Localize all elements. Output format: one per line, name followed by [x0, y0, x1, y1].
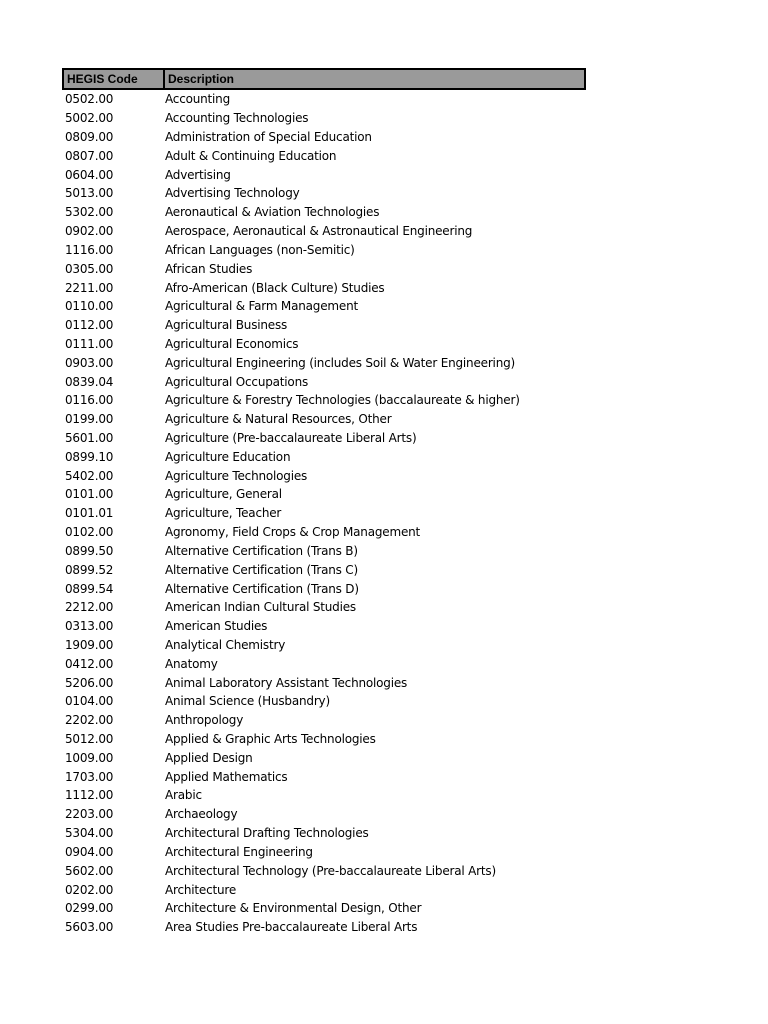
table-row	[62, 241, 586, 260]
hegis-code-cell: 5402.00	[65, 468, 114, 483]
table-header	[62, 68, 586, 90]
table-row	[62, 466, 586, 485]
description-cell: Alternative Certification (Trans C)	[165, 562, 358, 577]
table-row	[62, 90, 586, 109]
table-row	[62, 579, 586, 598]
description-cell: Anatomy	[165, 656, 218, 671]
description-cell: Agronomy, Field Crops & Crop Management	[165, 525, 421, 540]
description-cell: Architecture	[165, 882, 237, 897]
description-cell: Agricultural Occupations	[165, 374, 309, 389]
hegis-code-cell: 0102.00	[65, 525, 114, 540]
table-row	[62, 786, 586, 805]
description-cell: Afro-American (Black Culture) Studies	[165, 280, 385, 295]
description-cell: Agricultural Engineering (includes Soil & Water Engineering)	[165, 355, 515, 370]
hegis-code-cell: 0111.00	[65, 336, 114, 351]
description-cell: Architectural Technology (Pre-baccalaureate Liberal Arts)	[165, 863, 496, 878]
hegis-code-cell: 0116.00	[65, 393, 114, 408]
table-row	[62, 824, 586, 843]
hegis-code-cell: 5002.00	[65, 111, 114, 126]
description-cell: Advertising Technology	[165, 186, 300, 201]
description-cell: Agricultural Business	[165, 318, 288, 333]
table-row	[62, 222, 586, 241]
hegis-code-cell: 1909.00	[65, 637, 114, 652]
description-cell: Area Studies Pre-baccalaureate Liberal Arts	[165, 920, 418, 935]
table-row	[62, 654, 586, 673]
hegis-code-cell: 0412.00	[65, 656, 114, 671]
table-row	[62, 447, 586, 466]
description-cell: Architectural Engineering	[165, 844, 313, 859]
table-row	[62, 598, 586, 617]
description-cell: Agriculture Technologies	[165, 468, 308, 483]
hegis-code-cell: 0101.01	[65, 506, 114, 521]
table-row	[62, 880, 586, 899]
description-cell: Arabic	[165, 788, 202, 803]
table-row	[62, 278, 586, 297]
hegis-code-cell: 1703.00	[65, 769, 114, 784]
table-row	[62, 353, 586, 372]
description-cell: Analytical Chemistry	[165, 637, 286, 652]
hegis-code-cell: 5013.00	[65, 186, 114, 201]
table-row	[62, 636, 586, 655]
description-cell: Accounting Technologies	[165, 111, 309, 126]
table-row	[62, 730, 586, 749]
hegis-code-cell: 2202.00	[65, 713, 114, 728]
table-row	[62, 504, 586, 523]
hegis-code-cell: 0903.00	[65, 355, 114, 370]
table-row	[62, 146, 586, 165]
description-cell: Architecture & Environmental Design, Other	[165, 901, 422, 916]
description-cell: Administration of Special Education	[165, 130, 372, 145]
table-row	[62, 335, 586, 354]
table-row	[62, 297, 586, 316]
hegis-code-cell: 0809.00	[65, 130, 114, 145]
table-row	[62, 560, 586, 579]
description-cell: Agriculture, General	[165, 487, 282, 502]
hegis-code-cell: 0604.00	[65, 167, 114, 182]
description-cell: Alternative Certification (Trans D)	[165, 581, 359, 596]
description-cell: Agriculture & Natural Resources, Other	[165, 412, 392, 427]
description-cell: Applied Design	[165, 750, 253, 765]
table-body	[62, 90, 586, 937]
description-cell: American Studies	[165, 619, 268, 634]
description-cell: Agricultural Economics	[165, 336, 299, 351]
description-cell: African Languages (non-Semitic)	[165, 242, 355, 257]
description-cell: Animal Science (Husbandry)	[165, 694, 330, 709]
hegis-code-cell: 1116.00	[65, 242, 114, 257]
description-cell: African Studies	[165, 261, 253, 276]
hegis-code-cell: 0305.00	[65, 261, 114, 276]
table-row	[62, 843, 586, 862]
table-row	[62, 165, 586, 184]
description-cell: Accounting	[165, 92, 231, 107]
hegis-table	[62, 68, 586, 937]
table-row	[62, 617, 586, 636]
table-row	[62, 109, 586, 128]
hegis-code-cell: 0899.54	[65, 581, 114, 596]
hegis-code-cell: 5304.00	[65, 826, 114, 841]
description-cell: Agriculture Education	[165, 449, 291, 464]
table-row	[62, 203, 586, 222]
hegis-code-cell: 0899.10	[65, 449, 114, 464]
hegis-code-cell: 5603.00	[65, 920, 114, 935]
table-row	[62, 429, 586, 448]
hegis-code-cell: 2203.00	[65, 807, 114, 822]
table-row	[62, 899, 586, 918]
description-cell: Applied Mathematics	[165, 769, 288, 784]
description-cell: Agriculture & Forestry Technologies (baccalaureate & higher)	[165, 393, 520, 408]
hegis-code-cell: 5302.00	[65, 205, 114, 220]
hegis-code-cell: 5602.00	[65, 863, 114, 878]
table-row	[62, 673, 586, 692]
table-row	[62, 128, 586, 147]
table-row	[62, 542, 586, 561]
table-row	[62, 184, 586, 203]
description-cell: Advertising	[165, 167, 231, 182]
hegis-code-cell: 0104.00	[65, 694, 114, 709]
hegis-code-cell: 1112.00	[65, 788, 114, 803]
table-row	[62, 410, 586, 429]
hegis-code-cell: 2211.00	[65, 280, 114, 295]
hegis-code-cell: 0807.00	[65, 148, 114, 163]
hegis-code-cell: 0101.00	[65, 487, 114, 502]
hegis-code-cell: 0899.52	[65, 562, 114, 577]
description-cell: Agricultural & Farm Management	[165, 299, 358, 314]
description-cell: Archaeology	[165, 807, 238, 822]
table-row	[62, 259, 586, 278]
table-row	[62, 316, 586, 335]
table-row	[62, 485, 586, 504]
header-hegis-code: HEGIS Code	[64, 70, 165, 88]
hegis-code-cell: 0202.00	[65, 882, 114, 897]
table-row	[62, 523, 586, 542]
hegis-code-cell: 0112.00	[65, 318, 114, 333]
description-cell: American Indian Cultural Studies	[165, 600, 356, 615]
description-cell: Aeronautical & Aviation Technologies	[165, 205, 380, 220]
table-row	[62, 767, 586, 786]
hegis-code-cell: 0899.50	[65, 543, 114, 558]
table-row	[62, 805, 586, 824]
description-cell: Aerospace, Aeronautical & Astronautical Engineering	[165, 224, 473, 239]
description-cell: Applied & Graphic Arts Technologies	[165, 732, 376, 747]
hegis-code-cell: 5601.00	[65, 431, 114, 446]
description-cell: Agriculture, Teacher	[165, 506, 282, 521]
table-row	[62, 918, 586, 937]
hegis-code-cell: 0313.00	[65, 619, 114, 634]
hegis-code-cell: 0902.00	[65, 224, 114, 239]
hegis-code-cell: 5206.00	[65, 675, 114, 690]
table-row	[62, 372, 586, 391]
table-row	[62, 692, 586, 711]
hegis-code-cell: 0299.00	[65, 901, 114, 916]
description-cell: Anthropology	[165, 713, 244, 728]
hegis-code-cell: 0904.00	[65, 844, 114, 859]
hegis-code-cell: 5012.00	[65, 732, 114, 747]
hegis-code-cell: 1009.00	[65, 750, 114, 765]
hegis-code-cell: 2212.00	[65, 600, 114, 615]
hegis-code-cell: 0199.00	[65, 412, 114, 427]
table-row	[62, 711, 586, 730]
table-row	[62, 391, 586, 410]
header-description: Description	[168, 72, 235, 86]
table-row	[62, 861, 586, 880]
description-cell: Agriculture (Pre-baccalaureate Liberal Arts)	[165, 431, 417, 446]
description-cell: Architectural Drafting Technologies	[165, 826, 369, 841]
hegis-code-cell: 0502.00	[65, 92, 114, 107]
hegis-code-cell: 0839.04	[65, 374, 114, 389]
table-row	[62, 748, 586, 767]
description-cell: Alternative Certification (Trans B)	[165, 543, 358, 558]
description-cell: Adult & Continuing Education	[165, 148, 337, 163]
description-cell: Animal Laboratory Assistant Technologies	[165, 675, 408, 690]
hegis-code-cell: 0110.00	[65, 299, 114, 314]
